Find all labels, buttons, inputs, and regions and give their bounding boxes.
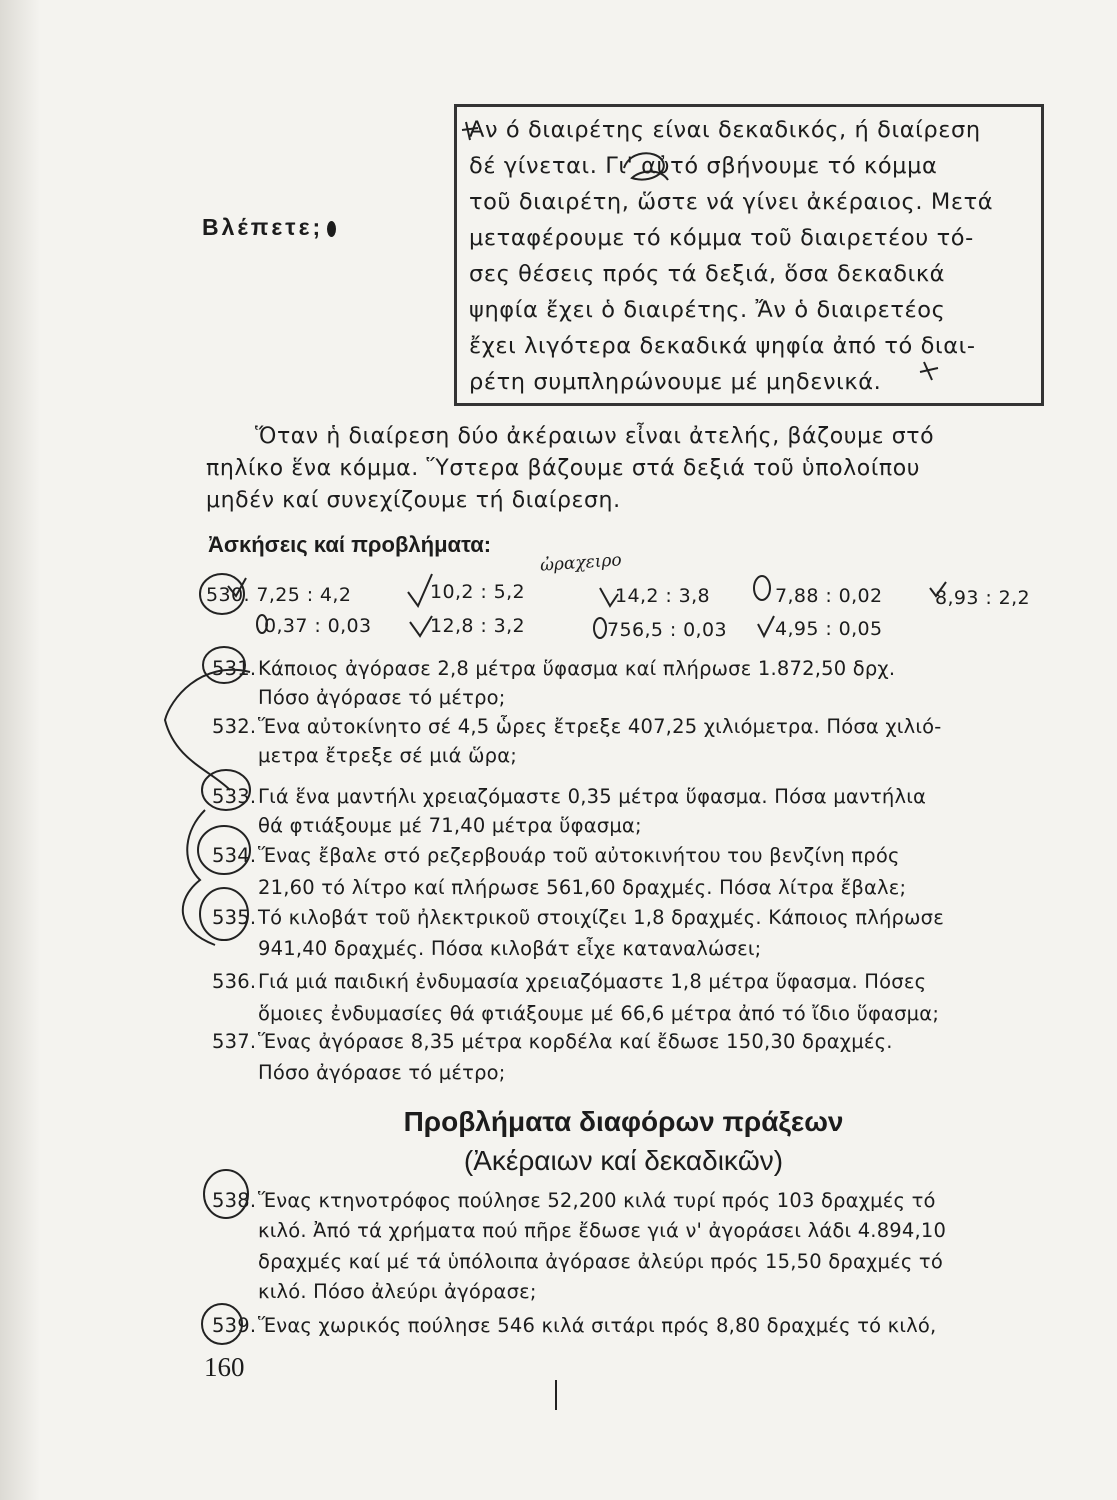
paragraph-line: Ὅταν ἡ διαίρεση δύο ἀκέραιων εἶναι ἀτελής, βάζουμε στό [255,424,935,449]
exercise-item: 8,93 : 2,2 [935,587,1031,609]
paragraph-line: μηδέν καί συνεχίζουμε τή διαίρεση. [206,488,621,513]
rule-line: ψηφία ἔχει ὁ διαιρέτης. Ἄν ὁ διαιρετέος [469,297,946,323]
rule-line: σες θέσεις πρός τά δεξιά, ὅσα δεκαδικά [469,261,946,287]
problem-number: 532. [212,715,257,738]
problem-line: Γιά ἕνα μαντήλι χρειαζόμαστε 0,35 μέτρα ὕφασμα. Πόσα μαντήλια [258,785,927,808]
rule-line: μεταφέρουμε τό κόμμα τοῦ διαιρετέου τό- [469,225,974,251]
exercise-item: 14,2 : 3,8 [615,585,711,607]
exercise-item: 12,8 : 3,2 [430,615,526,637]
exercise-item: 7,88 : 0,02 [775,585,883,607]
problem-line: Πόσο ἀγόρασε τό μέτρο; [258,686,506,709]
problem-line: ὅμοιες ἐνδυμασίες θά φτιάξουμε μέ 66,6 μέτρα ἀπό τό ἴδιο ὕφασμα; [258,1002,940,1025]
checkmark-icon [410,616,432,636]
problem-line: Ἕνας χωρικός πούλησε 546 κιλά σιτάρι πρός 8,80 δραχμές τό κιλό, [258,1314,937,1337]
problem-number: 533. [212,785,257,808]
page-number: 160 [204,1352,245,1382]
problem-line: 21,60 τό λίτρο καί πλήρωσε 561,60 δραχμές. Πόσα λίτρα ἔβαλε; [258,876,907,899]
rule-line: τοῦ διαιρέτη, ὥστε νά γίνει ἀκέραιος. Μετά [469,189,994,215]
checkmark-icon [408,574,432,606]
paragraph-line: πηλίκο ἕνα κόμμα. Ὕστερα βάζουμε στά δεξιά τοῦ ὑπολοίπου [206,456,921,481]
problem-line: Ἕνας ἔβαλε στό ρεζερβουάρ τοῦ αὐτοκινήτου του βενζίνη πρός [258,844,900,867]
rule-box [454,104,1044,406]
exercise-item: 0,37 : 0,03 [264,615,372,637]
problem-line: Ἕνας ἀγόρασε 8,35 μέτρα κορδέλα καί ἔδωσε 150,30 δραχμές. [258,1030,893,1053]
bullet-icon [327,221,336,237]
problem-number: 531. [212,657,257,680]
scribble-icon [594,618,606,638]
problem-number: 538. [212,1189,257,1212]
section-heading: Προβλήματα διαφόρων πράξεων [403,1106,844,1137]
rule-line: δέ γίνεται. Γι' αὐτό σβήνουμε τό κόμμα [469,153,938,179]
section-subheading: (Ἀκέραιων καί δεκαδικῶν) [463,1145,784,1176]
problem-number: 535. [212,906,257,929]
exercise-item: 4,95 : 0,05 [775,618,883,640]
problem-line: δραχμές καί μέ τά ὑπόλοιπα ἀγόρασε ἀλεύρι πρός 15,50 δραχμές τό [258,1250,943,1273]
exercise-item: 530. 7,25 : 4,2 [206,584,352,606]
problem-line: 941,40 δραχμές. Πόσα κιλοβάτ εἶχε καταναλώσει; [258,937,762,960]
exercise-item: 10,2 : 5,2 [430,581,526,603]
rule-line: ἔχει λιγότερα δεκαδικά ψηφία ἀπό τό διαι- [469,333,976,359]
problem-number: 536. [212,970,257,993]
problem-line: κιλό. Ἀπό τά χρήματα πού πῆρε ἔδωσε γιά ν' ἀγοράσει λάδι 4.894,10 [258,1219,947,1242]
problem-number: 537. [212,1030,257,1053]
side-label-text: Βλέπετε; [202,214,324,240]
rule-line: ρέτη συμπληρώνουμε μέ μηδενικά. [469,369,882,395]
problem-line: Ἕνα αὐτοκίνητο σέ 4,5 ὧρες ἔτρεξε 407,25 χιλιόμετρα. Πόσα χιλιό- [258,715,942,738]
handwritten-note: ὠραχειρο [539,550,623,576]
problem-line: μετρα ἔτρεξε σέ μιά ὥρα; [258,744,518,767]
problem-line: Πόσο ἀγόρασε τό μέτρο; [258,1061,506,1084]
page-edge-shadow [0,0,40,1500]
problem-line: Τό κιλοβάτ τοῦ ἠλεκτρικοῦ στοιχίζει 1,8 δραχμές. Κάποιος πλήρωσε [258,906,944,929]
rule-line: Αν ό διαιρέτης είναι δεκαδικός, ή διαίρεση [469,117,981,143]
side-label [202,214,336,241]
problem-line: Ἕνας κτηνοτρόφος πούλησε 52,200 κιλά τυρί πρός 103 δραχμές τό [258,1189,936,1212]
checkmark-icon [758,616,774,636]
problem-line: κιλό. Πόσο ἀλεύρι ἀγόρασε; [258,1280,537,1303]
problem-number: 534. [212,844,257,867]
problem-line: θά φτιάξουμε μέ 71,40 μέτρα ὕφασμα; [258,814,642,837]
problem-number: 539. [212,1314,257,1337]
problem-line: Κάποιος ἀγόρασε 2,8 μέτρα ὕφασμα καί πλήρωσε 1.872,50 δρχ. [258,657,896,680]
exercise-item: 756,5 : 0,03 [607,619,727,641]
bracket-mark-icon [183,810,215,945]
problem-line: Γιά μιά παιδική ἐνδυμασία χρειαζόμαστε 1,8 μέτρα ὕφασμα. Πόσες [258,970,927,993]
exercises-title: Ἀσκήσεις καί προβλήματα: [208,532,492,557]
scribble-icon [754,576,770,600]
